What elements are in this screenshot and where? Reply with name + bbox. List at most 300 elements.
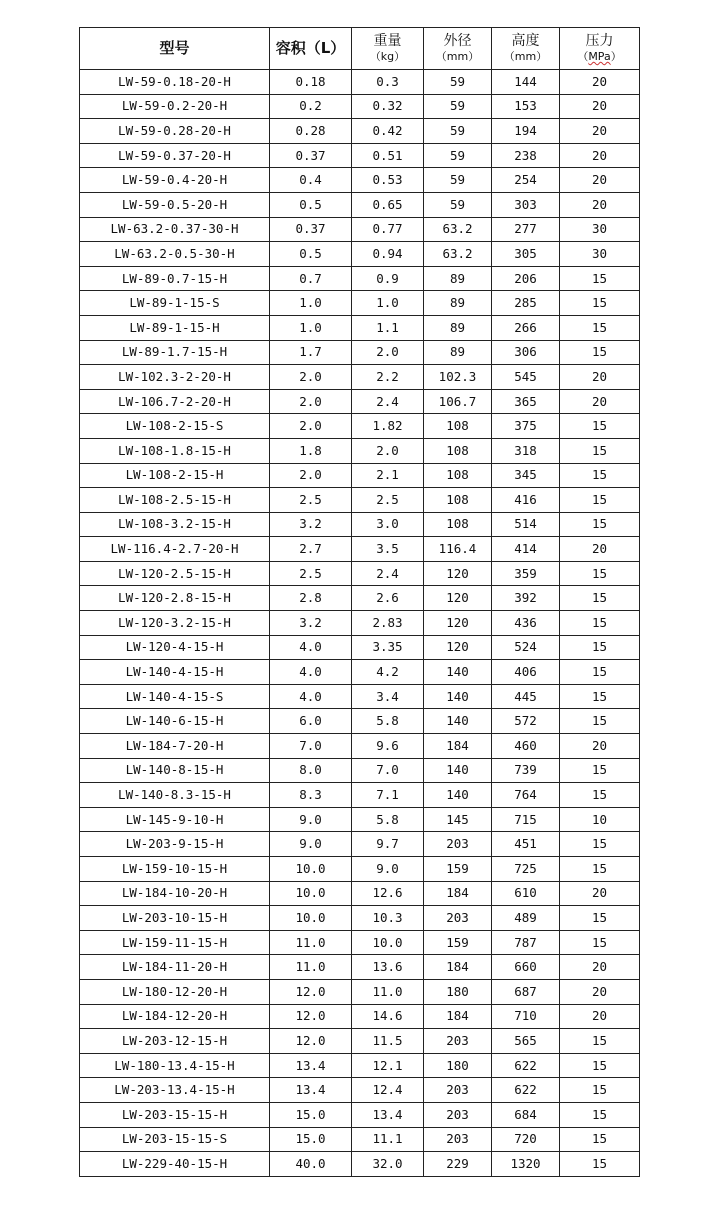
table-row xyxy=(80,414,640,439)
header-height-unit: （mm） xyxy=(503,50,548,63)
volume-cell: 40.0 xyxy=(270,1152,352,1177)
diameter-cell: 120 xyxy=(424,635,492,660)
spec-table xyxy=(79,27,640,1177)
height-cell: 414 xyxy=(492,537,560,562)
pressure-cell: 15 xyxy=(560,1078,640,1103)
table-row xyxy=(80,906,640,931)
table-row xyxy=(80,709,640,734)
weight-cell: 11.1 xyxy=(352,1127,424,1152)
pressure-cell: 20 xyxy=(560,119,640,144)
height-cell: 622 xyxy=(492,1053,560,1078)
model-cell: LW-184-7-20-H xyxy=(80,734,270,759)
table-row xyxy=(80,1029,640,1054)
height-cell: 1320 xyxy=(492,1152,560,1177)
volume-cell: 0.2 xyxy=(270,94,352,119)
diameter-cell: 203 xyxy=(424,1127,492,1152)
height-cell: 764 xyxy=(492,783,560,808)
volume-cell: 2.0 xyxy=(270,414,352,439)
weight-cell: 3.0 xyxy=(352,512,424,537)
table-row xyxy=(80,1102,640,1127)
height-cell: 318 xyxy=(492,438,560,463)
weight-cell: 2.2 xyxy=(352,365,424,390)
pressure-cell: 20 xyxy=(560,70,640,95)
diameter-cell: 203 xyxy=(424,1029,492,1054)
height-cell: 345 xyxy=(492,463,560,488)
weight-cell: 5.8 xyxy=(352,807,424,832)
height-cell: 445 xyxy=(492,684,560,709)
volume-cell: 11.0 xyxy=(270,930,352,955)
model-cell: LW-89-1-15-S xyxy=(80,291,270,316)
header-pressure-unit-close: ） xyxy=(610,50,622,63)
model-cell: LW-120-3.2-15-H xyxy=(80,611,270,636)
weight-cell: 0.77 xyxy=(352,217,424,242)
table-row xyxy=(80,734,640,759)
header-diameter xyxy=(424,28,492,70)
diameter-cell: 120 xyxy=(424,586,492,611)
volume-cell: 3.2 xyxy=(270,512,352,537)
header-pressure-label: 压力 xyxy=(585,33,614,49)
pressure-cell: 20 xyxy=(560,94,640,119)
model-cell: LW-180-13.4-15-H xyxy=(80,1053,270,1078)
model-cell: LW-203-10-15-H xyxy=(80,906,270,931)
diameter-cell: 63.2 xyxy=(424,217,492,242)
volume-cell: 2.0 xyxy=(270,463,352,488)
volume-cell: 6.0 xyxy=(270,709,352,734)
weight-cell: 3.4 xyxy=(352,684,424,709)
model-cell: LW-203-12-15-H xyxy=(80,1029,270,1054)
header-diameter-unit: （mm） xyxy=(435,50,480,63)
weight-cell: 3.35 xyxy=(352,635,424,660)
table-row xyxy=(80,832,640,857)
weight-cell: 2.83 xyxy=(352,611,424,636)
pressure-cell: 15 xyxy=(560,906,640,931)
diameter-cell: 108 xyxy=(424,512,492,537)
weight-cell: 10.3 xyxy=(352,906,424,931)
diameter-cell: 108 xyxy=(424,488,492,513)
table-row xyxy=(80,512,640,537)
volume-cell: 0.37 xyxy=(270,217,352,242)
volume-cell: 0.37 xyxy=(270,143,352,168)
volume-cell: 10.0 xyxy=(270,906,352,931)
weight-cell: 13.6 xyxy=(352,955,424,980)
table-row xyxy=(80,70,640,95)
pressure-cell: 15 xyxy=(560,930,640,955)
pressure-cell: 15 xyxy=(560,414,640,439)
header-pressure xyxy=(560,28,640,70)
diameter-cell: 184 xyxy=(424,734,492,759)
height-cell: 565 xyxy=(492,1029,560,1054)
pressure-cell: 15 xyxy=(560,684,640,709)
weight-cell: 10.0 xyxy=(352,930,424,955)
header-weight-label: 重量 xyxy=(373,33,402,49)
model-cell: LW-120-4-15-H xyxy=(80,635,270,660)
model-cell: LW-108-2-15-H xyxy=(80,463,270,488)
volume-cell: 9.0 xyxy=(270,832,352,857)
height-cell: 144 xyxy=(492,70,560,95)
table-row xyxy=(80,979,640,1004)
pressure-cell: 30 xyxy=(560,242,640,267)
height-cell: 303 xyxy=(492,192,560,217)
diameter-cell: 59 xyxy=(424,143,492,168)
volume-cell: 2.0 xyxy=(270,365,352,390)
diameter-cell: 184 xyxy=(424,1004,492,1029)
diameter-cell: 203 xyxy=(424,906,492,931)
table-row xyxy=(80,611,640,636)
weight-cell: 2.4 xyxy=(352,561,424,586)
pressure-cell: 15 xyxy=(560,635,640,660)
pressure-cell: 15 xyxy=(560,1053,640,1078)
table-row xyxy=(80,438,640,463)
weight-cell: 1.1 xyxy=(352,315,424,340)
diameter-cell: 59 xyxy=(424,94,492,119)
table-row xyxy=(80,684,640,709)
weight-cell: 11.5 xyxy=(352,1029,424,1054)
weight-cell: 1.82 xyxy=(352,414,424,439)
height-cell: 715 xyxy=(492,807,560,832)
volume-cell: 1.0 xyxy=(270,291,352,316)
diameter-cell: 145 xyxy=(424,807,492,832)
pressure-cell: 20 xyxy=(560,955,640,980)
table-row xyxy=(80,660,640,685)
header-weight xyxy=(352,28,424,70)
pressure-cell: 15 xyxy=(560,266,640,291)
pressure-cell: 15 xyxy=(560,561,640,586)
model-cell: LW-59-0.2-20-H xyxy=(80,94,270,119)
table-row xyxy=(80,586,640,611)
pressure-cell: 20 xyxy=(560,192,640,217)
diameter-cell: 120 xyxy=(424,561,492,586)
volume-cell: 0.5 xyxy=(270,242,352,267)
volume-cell: 0.18 xyxy=(270,70,352,95)
model-cell: LW-106.7-2-20-H xyxy=(80,389,270,414)
weight-cell: 9.6 xyxy=(352,734,424,759)
volume-cell: 0.4 xyxy=(270,168,352,193)
height-cell: 306 xyxy=(492,340,560,365)
pressure-cell: 15 xyxy=(560,1102,640,1127)
table-row xyxy=(80,881,640,906)
weight-cell: 9.0 xyxy=(352,857,424,882)
diameter-cell: 203 xyxy=(424,1078,492,1103)
model-cell: LW-120-2.8-15-H xyxy=(80,586,270,611)
table-row xyxy=(80,168,640,193)
pressure-cell: 15 xyxy=(560,438,640,463)
table-row xyxy=(80,266,640,291)
diameter-cell: 89 xyxy=(424,291,492,316)
pressure-cell: 20 xyxy=(560,143,640,168)
pressure-cell: 15 xyxy=(560,611,640,636)
model-cell: LW-89-1-15-H xyxy=(80,315,270,340)
model-cell: LW-59-0.4-20-H xyxy=(80,168,270,193)
pressure-cell: 15 xyxy=(560,660,640,685)
volume-cell: 11.0 xyxy=(270,955,352,980)
table-row xyxy=(80,1004,640,1029)
height-cell: 416 xyxy=(492,488,560,513)
pressure-cell: 15 xyxy=(560,512,640,537)
height-cell: 460 xyxy=(492,734,560,759)
volume-cell: 8.3 xyxy=(270,783,352,808)
volume-cell: 2.7 xyxy=(270,537,352,562)
diameter-cell: 203 xyxy=(424,832,492,857)
table-row xyxy=(80,1152,640,1177)
weight-cell: 2.4 xyxy=(352,389,424,414)
diameter-cell: 229 xyxy=(424,1152,492,1177)
weight-cell: 4.2 xyxy=(352,660,424,685)
table-row xyxy=(80,537,640,562)
diameter-cell: 59 xyxy=(424,70,492,95)
pressure-cell: 20 xyxy=(560,537,640,562)
pressure-cell: 20 xyxy=(560,1004,640,1029)
pressure-cell: 20 xyxy=(560,168,640,193)
pressure-cell: 30 xyxy=(560,217,640,242)
model-cell: LW-140-4-15-H xyxy=(80,660,270,685)
height-cell: 725 xyxy=(492,857,560,882)
model-cell: LW-159-10-15-H xyxy=(80,857,270,882)
height-cell: 720 xyxy=(492,1127,560,1152)
pressure-cell: 15 xyxy=(560,315,640,340)
diameter-cell: 108 xyxy=(424,414,492,439)
height-cell: 451 xyxy=(492,832,560,857)
diameter-cell: 184 xyxy=(424,955,492,980)
volume-cell: 2.5 xyxy=(270,561,352,586)
weight-cell: 11.0 xyxy=(352,979,424,1004)
table-row xyxy=(80,561,640,586)
diameter-cell: 89 xyxy=(424,266,492,291)
diameter-cell: 159 xyxy=(424,857,492,882)
table-row xyxy=(80,783,640,808)
volume-cell: 0.7 xyxy=(270,266,352,291)
diameter-cell: 140 xyxy=(424,783,492,808)
volume-cell: 10.0 xyxy=(270,881,352,906)
diameter-cell: 108 xyxy=(424,463,492,488)
diameter-cell: 89 xyxy=(424,340,492,365)
model-cell: LW-120-2.5-15-H xyxy=(80,561,270,586)
header-volume: 容积（L） xyxy=(270,28,352,70)
model-cell: LW-184-11-20-H xyxy=(80,955,270,980)
volume-cell: 7.0 xyxy=(270,734,352,759)
table-body xyxy=(80,70,640,1177)
table-header xyxy=(80,28,640,70)
model-cell: LW-59-0.28-20-H xyxy=(80,119,270,144)
table-row xyxy=(80,119,640,144)
table-row xyxy=(80,291,640,316)
height-cell: 572 xyxy=(492,709,560,734)
header-pressure-unit xyxy=(560,50,639,64)
diameter-cell: 108 xyxy=(424,438,492,463)
height-cell: 524 xyxy=(492,635,560,660)
weight-cell: 0.65 xyxy=(352,192,424,217)
weight-cell: 0.51 xyxy=(352,143,424,168)
diameter-cell: 140 xyxy=(424,758,492,783)
height-cell: 622 xyxy=(492,1078,560,1103)
height-cell: 359 xyxy=(492,561,560,586)
weight-cell: 14.6 xyxy=(352,1004,424,1029)
height-cell: 392 xyxy=(492,586,560,611)
weight-cell: 2.6 xyxy=(352,586,424,611)
weight-cell: 2.0 xyxy=(352,438,424,463)
table-row xyxy=(80,930,640,955)
pressure-cell: 20 xyxy=(560,389,640,414)
weight-cell: 2.5 xyxy=(352,488,424,513)
pressure-cell: 15 xyxy=(560,709,640,734)
volume-cell: 2.0 xyxy=(270,389,352,414)
height-cell: 710 xyxy=(492,1004,560,1029)
height-cell: 545 xyxy=(492,365,560,390)
pressure-cell: 15 xyxy=(560,586,640,611)
header-height-label: 高度 xyxy=(511,33,540,49)
weight-cell: 12.4 xyxy=(352,1078,424,1103)
diameter-cell: 59 xyxy=(424,192,492,217)
pressure-cell: 15 xyxy=(560,783,640,808)
volume-cell: 4.0 xyxy=(270,635,352,660)
weight-cell: 0.9 xyxy=(352,266,424,291)
weight-cell: 2.0 xyxy=(352,340,424,365)
model-cell: LW-63.2-0.5-30-H xyxy=(80,242,270,267)
model-cell: LW-140-8.3-15-H xyxy=(80,783,270,808)
diameter-cell: 102.3 xyxy=(424,365,492,390)
header-pressure-unit-text: MPa xyxy=(588,50,611,63)
table-row xyxy=(80,217,640,242)
weight-cell: 0.3 xyxy=(352,70,424,95)
weight-cell: 0.53 xyxy=(352,168,424,193)
height-cell: 489 xyxy=(492,906,560,931)
pressure-cell: 20 xyxy=(560,979,640,1004)
volume-cell: 12.0 xyxy=(270,1004,352,1029)
height-cell: 739 xyxy=(492,758,560,783)
height-cell: 514 xyxy=(492,512,560,537)
height-cell: 254 xyxy=(492,168,560,193)
weight-cell: 13.4 xyxy=(352,1102,424,1127)
diameter-cell: 89 xyxy=(424,315,492,340)
table-row xyxy=(80,192,640,217)
model-cell: LW-116.4-2.7-20-H xyxy=(80,537,270,562)
table-row xyxy=(80,389,640,414)
pressure-cell: 20 xyxy=(560,365,640,390)
table-row xyxy=(80,315,640,340)
header-diameter-label: 外径 xyxy=(443,33,472,49)
model-cell: LW-59-0.5-20-H xyxy=(80,192,270,217)
height-cell: 365 xyxy=(492,389,560,414)
table-row xyxy=(80,857,640,882)
table-row xyxy=(80,1053,640,1078)
model-cell: LW-108-1.8-15-H xyxy=(80,438,270,463)
pressure-cell: 10 xyxy=(560,807,640,832)
diameter-cell: 120 xyxy=(424,611,492,636)
table-row xyxy=(80,955,640,980)
table-row xyxy=(80,635,640,660)
height-cell: 436 xyxy=(492,611,560,636)
height-cell: 194 xyxy=(492,119,560,144)
header-pressure-unit-open: （ xyxy=(577,50,589,63)
model-cell: LW-89-1.7-15-H xyxy=(80,340,270,365)
table-row xyxy=(80,340,640,365)
pressure-cell: 15 xyxy=(560,1127,640,1152)
model-cell: LW-180-12-20-H xyxy=(80,979,270,1004)
height-cell: 684 xyxy=(492,1102,560,1127)
volume-cell: 2.5 xyxy=(270,488,352,513)
height-cell: 206 xyxy=(492,266,560,291)
pressure-cell: 15 xyxy=(560,463,640,488)
diameter-cell: 59 xyxy=(424,119,492,144)
table-row xyxy=(80,807,640,832)
volume-cell: 1.7 xyxy=(270,340,352,365)
diameter-cell: 59 xyxy=(424,168,492,193)
pressure-cell: 15 xyxy=(560,1029,640,1054)
height-cell: 153 xyxy=(492,94,560,119)
volume-cell: 3.2 xyxy=(270,611,352,636)
diameter-cell: 116.4 xyxy=(424,537,492,562)
model-cell: LW-140-6-15-H xyxy=(80,709,270,734)
height-cell: 305 xyxy=(492,242,560,267)
weight-cell: 0.42 xyxy=(352,119,424,144)
volume-cell: 1.8 xyxy=(270,438,352,463)
weight-cell: 2.1 xyxy=(352,463,424,488)
volume-cell: 0.5 xyxy=(270,192,352,217)
volume-cell: 10.0 xyxy=(270,857,352,882)
weight-cell: 0.94 xyxy=(352,242,424,267)
height-cell: 375 xyxy=(492,414,560,439)
table-row xyxy=(80,1127,640,1152)
table-row xyxy=(80,488,640,513)
model-cell: LW-203-15-15-S xyxy=(80,1127,270,1152)
pressure-cell: 15 xyxy=(560,340,640,365)
height-cell: 687 xyxy=(492,979,560,1004)
diameter-cell: 106.7 xyxy=(424,389,492,414)
volume-cell: 8.0 xyxy=(270,758,352,783)
header-model: 型号 xyxy=(80,28,270,70)
model-cell: LW-203-15-15-H xyxy=(80,1102,270,1127)
height-cell: 610 xyxy=(492,881,560,906)
height-cell: 238 xyxy=(492,143,560,168)
height-cell: 406 xyxy=(492,660,560,685)
weight-cell: 1.0 xyxy=(352,291,424,316)
model-cell: LW-159-11-15-H xyxy=(80,930,270,955)
table-row xyxy=(80,463,640,488)
pressure-cell: 15 xyxy=(560,488,640,513)
height-cell: 285 xyxy=(492,291,560,316)
volume-cell: 9.0 xyxy=(270,807,352,832)
model-cell: LW-59-0.37-20-H xyxy=(80,143,270,168)
diameter-cell: 63.2 xyxy=(424,242,492,267)
volume-cell: 12.0 xyxy=(270,979,352,1004)
height-cell: 660 xyxy=(492,955,560,980)
weight-cell: 5.8 xyxy=(352,709,424,734)
model-cell: LW-184-12-20-H xyxy=(80,1004,270,1029)
pressure-cell: 15 xyxy=(560,1152,640,1177)
model-cell: LW-203-13.4-15-H xyxy=(80,1078,270,1103)
volume-cell: 15.0 xyxy=(270,1127,352,1152)
volume-cell: 15.0 xyxy=(270,1102,352,1127)
volume-cell: 0.28 xyxy=(270,119,352,144)
model-cell: LW-145-9-10-H xyxy=(80,807,270,832)
volume-cell: 13.4 xyxy=(270,1053,352,1078)
volume-cell: 12.0 xyxy=(270,1029,352,1054)
weight-cell: 9.7 xyxy=(352,832,424,857)
diameter-cell: 159 xyxy=(424,930,492,955)
diameter-cell: 184 xyxy=(424,881,492,906)
model-cell: LW-108-2-15-S xyxy=(80,414,270,439)
weight-cell: 7.1 xyxy=(352,783,424,808)
table-row xyxy=(80,758,640,783)
model-cell: LW-102.3-2-20-H xyxy=(80,365,270,390)
volume-cell: 13.4 xyxy=(270,1078,352,1103)
header-row xyxy=(80,28,640,70)
table-row xyxy=(80,143,640,168)
volume-cell: 2.8 xyxy=(270,586,352,611)
header-height xyxy=(492,28,560,70)
model-cell: LW-63.2-0.37-30-H xyxy=(80,217,270,242)
model-cell: LW-229-40-15-H xyxy=(80,1152,270,1177)
weight-cell: 7.0 xyxy=(352,758,424,783)
